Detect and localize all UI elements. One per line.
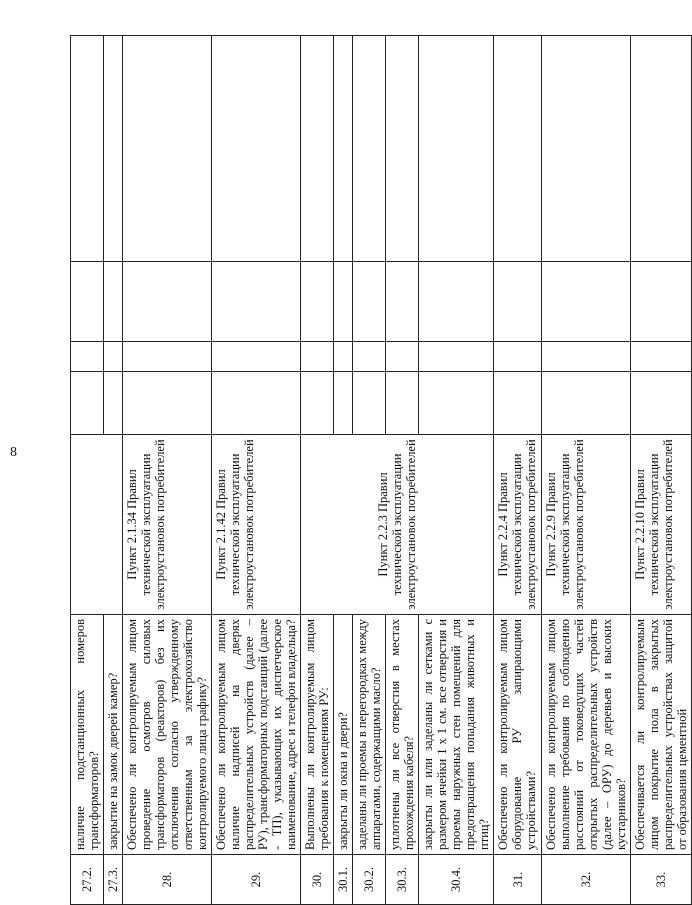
table-row [631,36,692,905]
page-number: 8 [10,445,17,460]
item-number: 29. [212,855,301,905]
table-row [494,36,542,905]
answer-yes-cell[interactable] [212,372,301,435]
answer-na-cell[interactable] [631,262,692,342]
legal-basis [71,435,123,615]
item-number: 32. [542,855,631,905]
answer-yes-cell[interactable] [104,372,123,435]
note-cell[interactable] [631,36,692,262]
answer-yes-cell[interactable] [631,372,692,435]
item-number: 30.4. [419,855,494,905]
rotated-table-page [70,36,689,905]
answer-no-cell[interactable] [71,342,104,372]
note-cell[interactable] [542,36,631,262]
note-cell[interactable] [419,36,494,262]
question-text: закрытие на замок дверей камер? [104,615,123,855]
note-cell[interactable] [386,36,419,262]
note-cell[interactable] [334,36,353,262]
legal-basis: Пункт 2.1.42 Правил технической эксплуатации электроустановок потребителей [212,435,301,615]
question-text: закрыты ли окна и двери? [334,615,353,855]
question-text: Обеспечено ли контролируемым лицом проведение осмотров силовых трансформаторов (реакторов) без их отключения согласно утвержденному ответственным за электрохозяйство контролируемого лица графику? [123,615,212,855]
legal-basis: Пункт 2.2.3 Правил технической эксплуатации электроустановок потребителей [301,435,494,615]
checklist-table [70,35,692,905]
note-cell[interactable] [123,36,212,262]
item-number: 28. [123,855,212,905]
answer-no-cell[interactable] [386,342,419,372]
answer-na-cell[interactable] [71,262,104,342]
answer-no-cell[interactable] [494,342,542,372]
answer-na-cell[interactable] [419,262,494,342]
legal-basis: Пункт 2.2.4 Правил технической эксплуатации электроустановок потребителей [494,435,542,615]
item-number: 27.2. [71,855,104,905]
answer-yes-cell[interactable] [123,372,212,435]
question-text: Обеспечивается ли контролируемым лицом покрытие пола в закрытых распределительных устройствах защитой от образования цементной [631,615,692,855]
note-cell[interactable] [71,36,104,262]
answer-no-cell[interactable] [334,342,353,372]
note-cell[interactable] [353,36,386,262]
answer-na-cell[interactable] [104,262,123,342]
answer-no-cell[interactable] [631,342,692,372]
answer-na-cell[interactable] [542,262,631,342]
answer-na-cell[interactable] [212,262,301,342]
question-text: наличие подстанционных номеров трансформаторов? [71,615,104,855]
answer-no-cell[interactable] [123,342,212,372]
legal-basis: Пункт 2.2.10 Правил технической эксплуатации электроустановок потребителей [631,435,692,615]
question-text: уплотнены ли все отверстия в местах прохождения кабеля? [386,615,419,855]
answer-na-cell[interactable] [386,262,419,342]
question-text: Выполнены ли контролируемым лицом требования к помещениям РУ: [301,615,334,855]
note-cell[interactable] [212,36,301,262]
table-row [301,36,334,905]
question-text: Обеспечено ли контролируемым лицом наличие надписей на дверях распределительных устройств (далее – РУ), трансформаторных подстанций (далее - ТП), указывающих их диспетчерское наименование, адрес и телефон владельца? [212,615,301,855]
answer-yes-cell[interactable] [494,372,542,435]
table-row [542,36,631,905]
question-text: Обеспечено ли контролируемым лицом оборудование РУ запирающими устройствами? [494,615,542,855]
answer-no-cell[interactable] [212,342,301,372]
table-row [212,36,301,905]
answer-no-cell[interactable] [353,342,386,372]
note-cell[interactable] [104,36,123,262]
item-number: 30.1. [334,855,353,905]
item-number: 30.3. [386,855,419,905]
answer-na-cell[interactable] [353,262,386,342]
answer-yes-cell[interactable] [542,372,631,435]
answer-yes-cell[interactable] [71,372,104,435]
question-text: заделаны ли проемы в перегородках между аппаратами, содержащими масло? [353,615,386,855]
item-number: 33. [631,855,692,905]
answer-na-cell[interactable] [334,262,353,342]
answer-yes-cell[interactable] [386,372,419,435]
table-row [71,36,104,905]
answer-na-cell[interactable] [301,262,334,342]
answer-yes-cell[interactable] [334,372,353,435]
answer-na-cell[interactable] [123,262,212,342]
answer-na-cell[interactable] [494,262,542,342]
legal-basis: Пункт 2.2.9 Правил технической эксплуатации электроустановок потребителей [542,435,631,615]
item-number: 30. [301,855,334,905]
item-number: 31. [494,855,542,905]
answer-no-cell[interactable] [104,342,123,372]
question-text: закрыты ли или заделаны ли сетками с размером ячейки 1 x 1 см. все отверстия и проемы наружных стен помещений для предотвращения попадания животных и птиц? [419,615,494,855]
item-number: 27.3. [104,855,123,905]
note-cell[interactable] [301,36,334,262]
answer-no-cell[interactable] [419,342,494,372]
question-text: Обеспечено ли контролируемым лицом выполнение требования по соблюдению расстояний от токоведущих частей открытых распределительных устройств (далее – ОРУ) до деревьев и высоких кустарников? [542,615,631,855]
answer-no-cell[interactable] [542,342,631,372]
table-row [123,36,212,905]
answer-yes-cell[interactable] [419,372,494,435]
legal-basis: Пункт 2.1.34 Правил технической эксплуатации электроустановок потребителей [123,435,212,615]
answer-no-cell[interactable] [301,342,334,372]
item-number: 30.2. [353,855,386,905]
answer-yes-cell[interactable] [353,372,386,435]
answer-yes-cell[interactable] [301,372,334,435]
note-cell[interactable] [494,36,542,262]
